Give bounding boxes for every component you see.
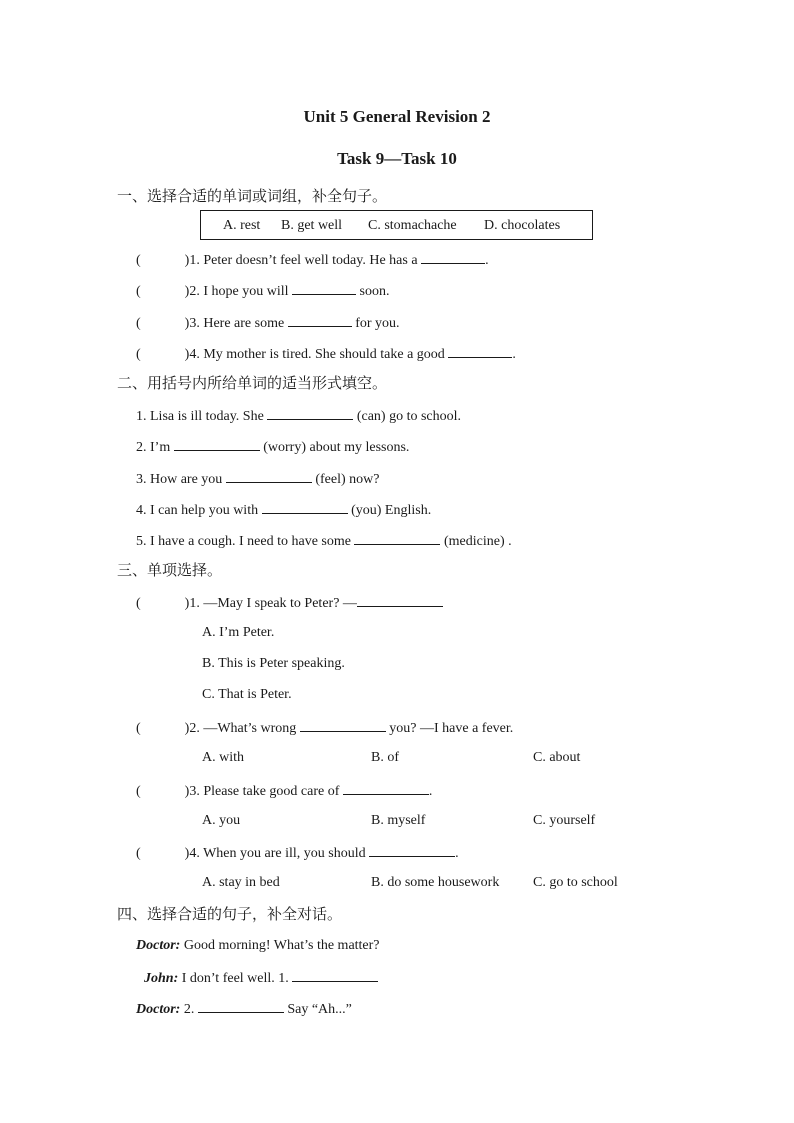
s2-question-3: 3. How are you (feel) now? [136,469,379,489]
word-option-c: C. stomachache [368,218,457,233]
answer-blank[interactable] [343,781,429,795]
s3-q4-option-b: B. do some housework [371,875,500,890]
question-text: 3. Here are some [189,316,285,331]
answer-blank[interactable] [292,968,378,982]
s3-q2-option-b: B. of [371,750,399,765]
answer-blank[interactable] [262,500,348,514]
question-text: 1. Peter doesn’t feel well today. He has a [189,253,418,268]
answer-blank[interactable] [354,531,440,545]
answer-blank[interactable] [174,437,260,451]
s3-q1-option-c: C. That is Peter. [202,687,292,702]
speaker-label: John: [144,971,179,986]
answer-blank[interactable] [300,718,386,732]
answer-blank[interactable] [288,313,352,327]
section4-heading: 四、选择合适的句子，补全对话。 [117,905,343,923]
word-option-b: B. get well [281,218,343,233]
dialogue-line-3: Doctor: 2. Say “Ah...” [136,999,352,1019]
s3-q2-option-c: C. about [533,750,581,765]
answer-blank[interactable] [421,250,485,264]
s3-q3-option-c: C. yourself [533,813,596,828]
dialogue-line-1: Doctor: Good morning! What’s the matter? [136,938,380,953]
answer-blank[interactable] [357,593,443,607]
s3-q2-option-a: A. with [202,750,244,765]
s3-q4-option-c: C. go to school [533,875,618,890]
s2-question-1: 1. Lisa is ill today. She (can) go to school. [136,406,461,426]
answer-blank[interactable] [369,843,455,857]
s3-question-3: ( )3. Please take good care of . [136,781,432,801]
page-subtitle: Task 9—Task 10 [337,149,457,168]
s2-question-2: 2. I’m (worry) about my lessons. [136,437,409,457]
word-bank-box [200,210,593,240]
answer-blank[interactable] [226,469,312,483]
s3-q3-option-a: A. you [202,813,241,828]
dialogue-line-2: John: I don’t feel well. 1. [144,968,378,988]
question-text: 4. My mother is tired. She should take a good [189,347,445,362]
s3-q1-option-b: B. This is Peter speaking. [202,656,345,671]
s1-question-3: ( )3. Here are some for you. [136,313,400,333]
word-option-d: D. chocolates [484,218,561,233]
page-title: Unit 5 General Revision 2 [303,107,491,126]
s3-q4-option-a: A. stay in bed [202,875,280,890]
s1-question-4: ( )4. My mother is tired. She should take a good . [136,344,516,364]
section1-heading: 一、选择合适的单词或词组，补全句子。 [117,187,388,205]
s1-question-1: ( )1. Peter doesn’t feel well today. He has a . [136,250,489,270]
s3-q3-option-b: B. myself [371,813,426,828]
s3-question-1: ( )1. —May I speak to Peter? — [136,593,443,613]
answer-blank[interactable] [198,999,284,1013]
answer-paren-open: ( [136,253,141,268]
section2-heading: 二、用括号内所给单词的适当形式填空。 [117,374,388,392]
section3-heading: 三、单项选择。 [117,561,223,579]
question-text: 2. I hope you will [189,284,289,299]
answer-blank[interactable] [292,281,356,295]
s1-question-2: ( )2. I hope you will soon. [136,281,389,301]
word-option-a: A. rest [223,218,261,233]
answer-blank[interactable] [267,406,353,420]
s2-question-4: 4. I can help you with (you) English. [136,500,431,520]
answer-blank[interactable] [448,344,512,358]
s2-question-5: 5. I have a cough. I need to have some (medicine) . [136,531,512,551]
s3-question-2: ( )2. —What’s wrong you? —I have a fever. [136,718,513,738]
speaker-label: Doctor: [136,1002,181,1017]
s3-q1-option-a: A. I’m Peter. [202,625,275,640]
s3-question-4: ( )4. When you are ill, you should . [136,843,459,863]
speaker-label: Doctor: [136,938,181,953]
